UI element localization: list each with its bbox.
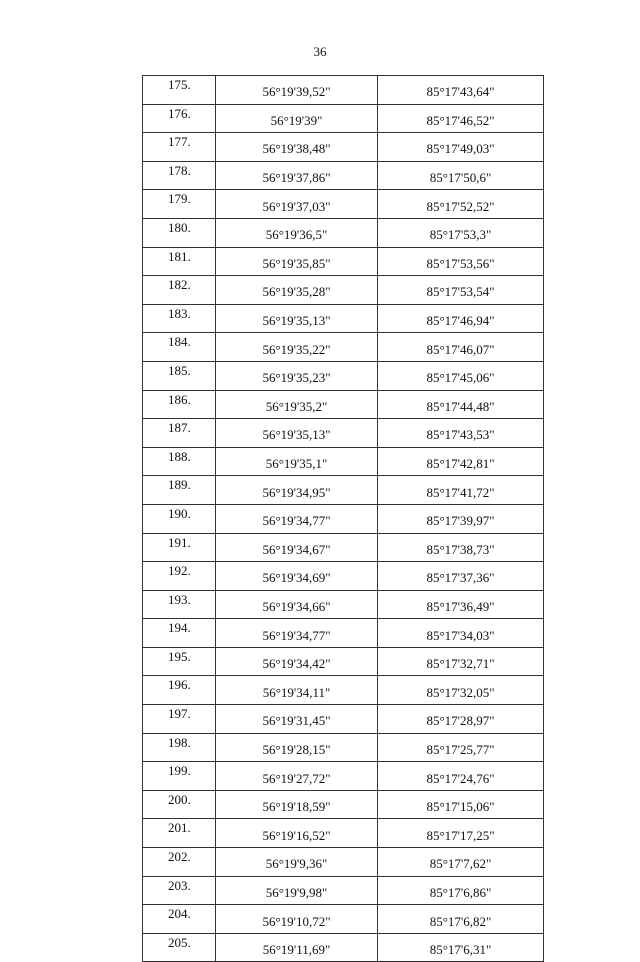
- table-row: [143, 276, 544, 305]
- latitude-cell: 56°19'34,77": [216, 504, 378, 533]
- table-row: [143, 447, 544, 476]
- longitude-cell: 85°17'52,52": [378, 190, 544, 219]
- table-row: [143, 390, 544, 419]
- table-row: [143, 647, 544, 676]
- point-number-cell: 198.: [143, 733, 216, 762]
- point-number-cell: 186.: [143, 390, 216, 419]
- latitude-cell: 56°19'35,28": [216, 276, 378, 305]
- latitude-cell: 56°19'34,42": [216, 647, 378, 676]
- latitude-cell: 56°19'37,03": [216, 190, 378, 219]
- table-row: [143, 247, 544, 276]
- point-number-cell: 201.: [143, 819, 216, 848]
- longitude-cell: 85°17'32,05": [378, 676, 544, 705]
- longitude-cell: 85°17'15,06": [378, 790, 544, 819]
- latitude-cell: 56°19'34,66": [216, 590, 378, 619]
- latitude-cell: 56°19'34,11": [216, 676, 378, 705]
- longitude-cell: 85°17'53,54": [378, 276, 544, 305]
- longitude-cell: 85°17'34,03": [378, 619, 544, 648]
- point-number-cell: 193.: [143, 590, 216, 619]
- point-number-cell: 194.: [143, 619, 216, 648]
- longitude-cell: 85°17'17,25": [378, 819, 544, 848]
- point-number-cell: 180.: [143, 218, 216, 247]
- point-number-cell: 175.: [143, 76, 216, 105]
- point-number-cell: 202.: [143, 848, 216, 877]
- longitude-cell: 85°17'6,86": [378, 876, 544, 905]
- latitude-cell: 56°19'34,67": [216, 533, 378, 562]
- point-number-cell: 199.: [143, 762, 216, 791]
- latitude-cell: 56°19'35,2": [216, 390, 378, 419]
- latitude-cell: 56°19'9,36": [216, 848, 378, 877]
- longitude-cell: 85°17'46,52": [378, 104, 544, 133]
- longitude-cell: 85°17'46,94": [378, 304, 544, 333]
- point-number-cell: 182.: [143, 276, 216, 305]
- point-number-cell: 188.: [143, 447, 216, 476]
- latitude-cell: 56°19'9,98": [216, 876, 378, 905]
- latitude-cell: 56°19'39,52": [216, 76, 378, 105]
- latitude-cell: 56°19'35,1": [216, 447, 378, 476]
- table-row: [143, 676, 544, 705]
- page-number: 36: [313, 44, 327, 59]
- longitude-cell: 85°17'6,31": [378, 933, 544, 962]
- longitude-cell: 85°17'24,76": [378, 762, 544, 791]
- point-number-cell: 187.: [143, 419, 216, 448]
- table-row: [143, 819, 544, 848]
- latitude-cell: 56°19'38,48": [216, 133, 378, 162]
- point-number-cell: 204.: [143, 905, 216, 934]
- longitude-cell: 85°17'49,03": [378, 133, 544, 162]
- point-number-cell: 183.: [143, 304, 216, 333]
- longitude-cell: 85°17'7,62": [378, 848, 544, 877]
- latitude-cell: 56°19'36,5": [216, 218, 378, 247]
- longitude-cell: 85°17'37,36": [378, 562, 544, 591]
- longitude-cell: 85°17'42,81": [378, 447, 544, 476]
- longitude-cell: 85°17'45,06": [378, 361, 544, 390]
- point-number-cell: 196.: [143, 676, 216, 705]
- latitude-cell: 56°19'35,13": [216, 304, 378, 333]
- table-row: [143, 876, 544, 905]
- table-row: [143, 190, 544, 219]
- longitude-cell: 85°17'39,97": [378, 504, 544, 533]
- point-number-cell: 197.: [143, 705, 216, 734]
- latitude-cell: 56°19'34,95": [216, 476, 378, 505]
- point-number-cell: 185.: [143, 361, 216, 390]
- latitude-cell: 56°19'27,72": [216, 762, 378, 791]
- longitude-cell: 85°17'28,97": [378, 705, 544, 734]
- point-number-cell: 190.: [143, 504, 216, 533]
- point-number-cell: 178.: [143, 161, 216, 190]
- table-row: [143, 905, 544, 934]
- longitude-cell: 85°17'53,56": [378, 247, 544, 276]
- latitude-cell: 56°19'39": [216, 104, 378, 133]
- point-number-cell: 181.: [143, 247, 216, 276]
- longitude-cell: 85°17'50,6": [378, 161, 544, 190]
- table-row: [143, 476, 544, 505]
- coordinates-table-body: [143, 76, 544, 962]
- table-row: [143, 361, 544, 390]
- table-row: [143, 933, 544, 962]
- table-row: [143, 733, 544, 762]
- longitude-cell: 85°17'36,49": [378, 590, 544, 619]
- latitude-cell: 56°19'31,45": [216, 705, 378, 734]
- point-number-cell: 205.: [143, 933, 216, 962]
- latitude-cell: 56°19'37,86": [216, 161, 378, 190]
- point-number-cell: 195.: [143, 647, 216, 676]
- table-row: [143, 504, 544, 533]
- point-number-cell: 200.: [143, 790, 216, 819]
- table-row: [143, 790, 544, 819]
- table-row: [143, 333, 544, 362]
- latitude-cell: 56°19'18,59": [216, 790, 378, 819]
- longitude-cell: 85°17'53,3": [378, 218, 544, 247]
- latitude-cell: 56°19'34,69": [216, 562, 378, 591]
- point-number-cell: 179.: [143, 190, 216, 219]
- latitude-cell: 56°19'35,13": [216, 419, 378, 448]
- point-number-cell: 189.: [143, 476, 216, 505]
- longitude-cell: 85°17'25,77": [378, 733, 544, 762]
- longitude-cell: 85°17'46,07": [378, 333, 544, 362]
- latitude-cell: 56°19'34,77": [216, 619, 378, 648]
- longitude-cell: 85°17'6,82": [378, 905, 544, 934]
- point-number-cell: 191.: [143, 533, 216, 562]
- point-number-cell: 184.: [143, 333, 216, 362]
- table-row: [143, 133, 544, 162]
- latitude-cell: 56°19'35,23": [216, 361, 378, 390]
- table-row: [143, 533, 544, 562]
- latitude-cell: 56°19'35,85": [216, 247, 378, 276]
- latitude-cell: 56°19'35,22": [216, 333, 378, 362]
- latitude-cell: 56°19'28,15": [216, 733, 378, 762]
- point-number-cell: 176.: [143, 104, 216, 133]
- latitude-cell: 56°19'16,52": [216, 819, 378, 848]
- longitude-cell: 85°17'38,73": [378, 533, 544, 562]
- longitude-cell: 85°17'41,72": [378, 476, 544, 505]
- table-row: [143, 76, 544, 105]
- table-row: [143, 762, 544, 791]
- table-row: [143, 419, 544, 448]
- point-number-cell: 203.: [143, 876, 216, 905]
- point-number-cell: 177.: [143, 133, 216, 162]
- longitude-cell: 85°17'32,71": [378, 647, 544, 676]
- coordinates-table: [142, 75, 544, 962]
- longitude-cell: 85°17'44,48": [378, 390, 544, 419]
- table-row: [143, 619, 544, 648]
- table-row: [143, 218, 544, 247]
- table-row: [143, 848, 544, 877]
- longitude-cell: 85°17'43,64": [378, 76, 544, 105]
- latitude-cell: 56°19'10,72": [216, 905, 378, 934]
- table-row: [143, 705, 544, 734]
- latitude-cell: 56°19'11,69": [216, 933, 378, 962]
- table-row: [143, 161, 544, 190]
- table-row: [143, 304, 544, 333]
- table-row: [143, 104, 544, 133]
- table-row: [143, 562, 544, 591]
- table-row: [143, 590, 544, 619]
- longitude-cell: 85°17'43,53": [378, 419, 544, 448]
- point-number-cell: 192.: [143, 562, 216, 591]
